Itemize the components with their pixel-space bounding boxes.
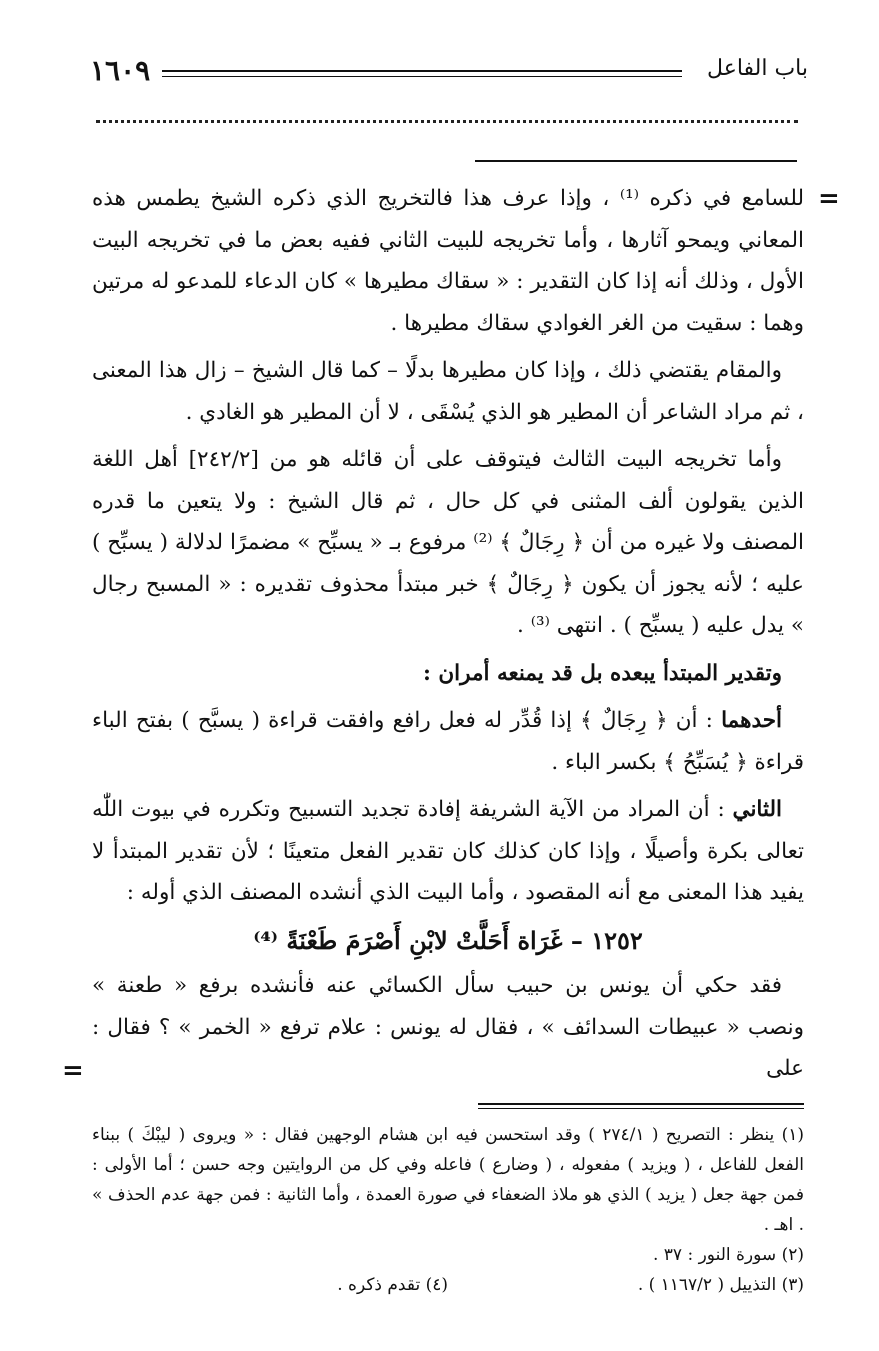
footnote-1: (١) ينظر : التصريح ( ٢٧٤/١ ) وقد استحسن فيه ابن هشام الوجهين فقال : « ويروى ( ليبْكَ ) ببناء الفعل للفاعل ، ( ويزيد ) مفعوله ، ( وضارع ) فاعله وفي كل من الروايتين وجه حسن ؛ أما الأولى : فمن جهة جعل ( يزيد ) الذي هو ملاذ الضعفاء في صورة العمدة ، وأما الثانية : فمن جهة عدم الحذف » . اهـ . <box>92 1125 804 1235</box>
poetry-verse: ١٢٥٢ – غَرَاة أَحَلَّتْ لابْنِ أَصْرَمَ طَعْنَةً ⁽⁴⁾ <box>253 925 643 955</box>
paragraph-1: للسامع في ذكره ⁽¹⁾ ، وإذا عرف هذا فالتخريج الذي ذكره الشيخ يطمس هذه المعاني ويمحو آثارها ، وأما تخريجه للبيت الثاني ففيه بعض ما في تخريجه البيت الأول ، وذلك أنه إذا كان التقدير : « سقاك مطيرها » كان الدعاء للمدعو له مرتين وهما : سقيت من الغر الغوادي سقاك مطيرها . <box>92 186 804 336</box>
first-reason-label: أحدهما <box>721 708 782 733</box>
paragraph-2: والمقام يقتضي ذلك ، وإذا كان مطيرها بدلًا – كما قال الشيخ – زال هذا المعنى ، ثم مراد الشاعر أن المطير هو الذي يُسْقَى ، لا أن المطير هو الغادي . <box>92 358 804 425</box>
footnote-row-2 <box>92 1270 804 1300</box>
footnote-3: (٣) التذييل ( ١١٦٧/٢ ) . <box>637 1275 804 1295</box>
footnote-2: (٢) سورة النور : ٣٧ . <box>652 1245 804 1265</box>
paragraph-7: فقد حكي أن يونس بن حبيب سأل الكسائي عنه فأنشده برفع « طعنة » ونصب « عبيطات السدائف » ، فقال له يونس : علام ترفع « الخمر » ؟ فقال : على <box>92 973 804 1081</box>
second-reason-label: الثاني <box>732 797 782 822</box>
running-header <box>90 52 808 92</box>
paragraph-4: وتقدير المبتدأ يبعده بل قد يمنعه أمران : <box>422 660 782 686</box>
chapter-title: باب الفاعل <box>707 56 808 81</box>
header-rule <box>162 70 682 77</box>
main-text <box>92 178 804 1096</box>
page-number: ١٦٠٩ <box>90 54 151 87</box>
paragraph-3: وأما تخريجه البيت الثالث فيتوقف على أن قائله هو من [٢٤٢/٢] أهل اللغة الذين يقولون ألف المثنى في كل حال ، ثم قال الشيخ : ولا يتعين ما قدره المصنف ولا غيره من أن ﴿ رِجَالٌ ﴾ ⁽²⁾ مرفوع بـ « يسبِّح » مضمرًا لدلالة ( يسبِّح ) عليه ؛ لأنه يجوز أن يكون ﴿ رِجَالٌ ﴾ خبر مبتدأ محذوف تقديره : « المسبح رجال » يدل عليه ( يسبِّح ) . انتهى ⁽³⁾ . <box>92 447 804 638</box>
second-reason-text: : أن المراد من الآية الشريفة إفادة تجديد التسبيح وتكرره في بيوت اللّٰه تعالى بكرة وأصيلًا ، وإذا كان كذلك كان تقدير الفعل متعينًا ؛ لأن تقدير المبتدأ لا يفيد هذا المعنى مع أنه المقصود ، وأما البيت الذي أنشده المصنف الذي أوله : <box>92 797 804 905</box>
first-reason-text: : أن ﴿ رِجَالٌ ﴾ إذا قُدِّر له فعل رافع وافقت قراءة ( يسبَّح ) بفتح الباء قراءة ﴿ يُسَبِّحُ ﴾ بكسر الباء . <box>92 708 804 775</box>
continuation-mark-top: = <box>818 184 840 214</box>
footnote-rule <box>478 1103 804 1109</box>
paragraph-6 <box>92 789 804 914</box>
continuation-rule <box>475 160 797 162</box>
paragraph-5 <box>92 700 804 783</box>
footnote-4: (٤) تقدم ذكره . <box>337 1275 448 1295</box>
continuation-mark-bottom: = <box>62 1056 84 1086</box>
footnote-row-1 <box>92 1240 804 1270</box>
dotted-separator <box>96 120 798 123</box>
footnotes <box>92 1120 804 1300</box>
